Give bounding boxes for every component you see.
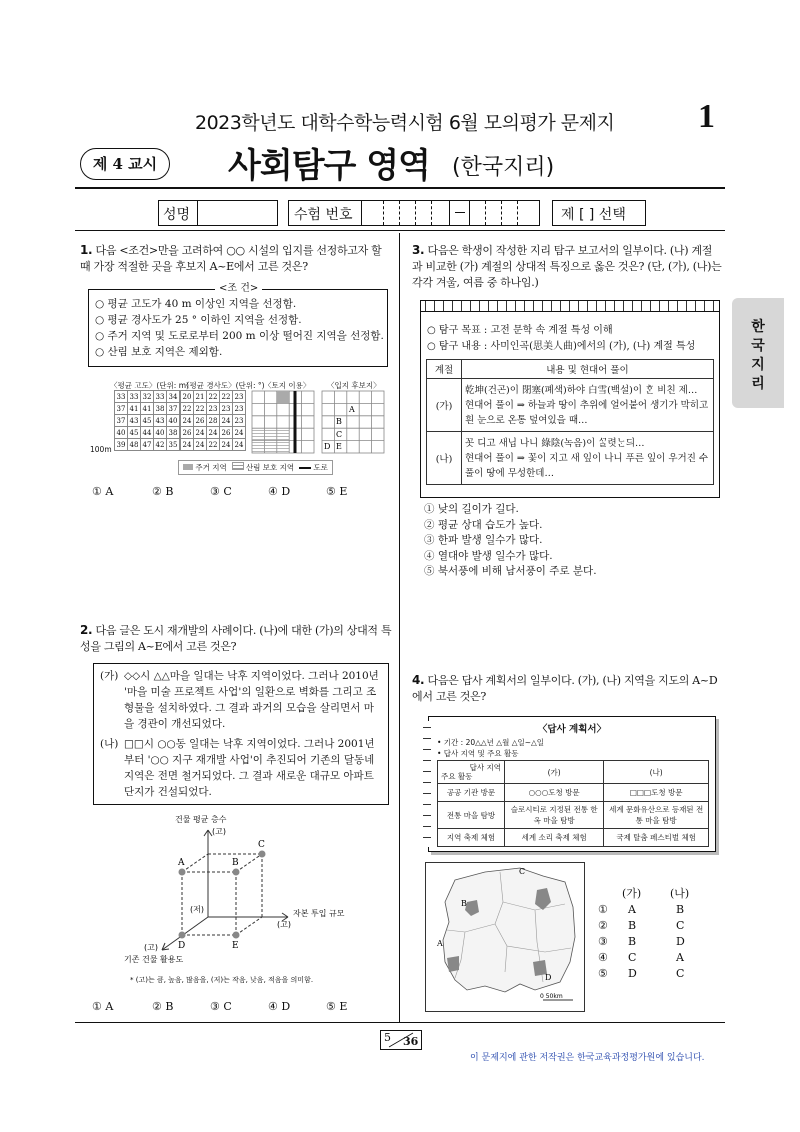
- q3-option-2[interactable]: ② 평균 상대 습도가 높다.: [424, 518, 543, 531]
- altitude-cell: 32: [141, 391, 154, 403]
- q1-legend: [178, 460, 333, 475]
- q4-ans-5-num[interactable]: ⑤: [598, 967, 608, 980]
- altitude-cell: 40: [115, 427, 128, 439]
- q2-passage-box: [93, 663, 389, 805]
- slope-cell: 23: [207, 403, 220, 415]
- q3-option-5[interactable]: ⑤ 북서풍에 비해 남서풍이 주로 분다.: [424, 565, 597, 577]
- slope-cell: 22: [207, 439, 220, 451]
- forest-protection-area: [252, 429, 289, 454]
- q4-row3-na: 국제 탈춤 페스티벌 체험: [604, 829, 709, 847]
- point-E: [233, 932, 240, 939]
- exam-title: 2023학년도 대학수학능력시험 6월 모의평가 문제지: [195, 112, 615, 134]
- slope-cell: 22: [194, 403, 207, 415]
- q3-ga-trans: 현대어 풀이 ⇒ 하늘과 땅이 추위에 얼어붙어 생기가 막히고 흰 눈으로 온통 덮여있을 때…: [465, 399, 709, 426]
- slope-cell: 24: [233, 427, 246, 439]
- q3-na-trans: 현대어 풀이 ⇒ 꽃이 지고 새 잎이 나니 푸른 잎이 우거진 수풀이 땅에 무성한데…: [465, 452, 709, 479]
- altitude-cell: 38: [154, 403, 167, 415]
- q3-ga-text: 乾坤(건곤)이 閉塞(폐색)하야 白雪(백설)이 ᄒᆞᆫ 비친 제…: [465, 384, 698, 396]
- q1-scale: 100m: [90, 445, 112, 454]
- legend-road: 도로: [313, 463, 328, 472]
- q1-choices: [92, 485, 392, 501]
- label-C: C: [258, 840, 265, 850]
- q4-ans-4-na: A: [676, 951, 684, 964]
- slope-cell: 23: [233, 403, 246, 415]
- q4-row2-act: 전통 마을 탐방: [438, 802, 505, 829]
- q2-text: 다음 글은 도시 재개발의 사례이다. (나)에 대한 (가)의 상대적 특성을 그림의 A~E에서 고른 것은?: [80, 624, 392, 653]
- origin-label: (저): [190, 905, 204, 914]
- q3-report-box: [420, 300, 720, 498]
- q2-choice-4[interactable]: ④ D: [268, 1000, 291, 1013]
- axis-y-label: 건물 평균 층수: [175, 815, 227, 824]
- q4-ans-2-ga: B: [628, 919, 637, 932]
- q4-text: 다음은 답사 계획서의 일부이다. (가), (나) 지역을 지도의 A~D에서 고른 것은?: [412, 674, 718, 703]
- altitude-cell: 38: [167, 427, 180, 439]
- slope-cell: 21: [194, 391, 207, 403]
- q4-ans-head-na: (나): [670, 887, 690, 900]
- altitude-cell: 45: [128, 427, 141, 439]
- q4-ans-3-num[interactable]: ③: [598, 935, 608, 948]
- q2-3d-diagram: [100, 810, 390, 990]
- period-badge: 제 4 교시: [80, 148, 170, 180]
- exam-number-field[interactable]: [288, 200, 540, 226]
- page-number: 1: [698, 98, 715, 135]
- altitude-cell: 34: [167, 391, 180, 403]
- q4-stem: [412, 672, 722, 705]
- q2-na-label: (나): [100, 738, 119, 750]
- altitude-cell: 37: [115, 415, 128, 427]
- altitude-cell: 41: [141, 403, 154, 415]
- q4-number: 4.: [412, 673, 425, 687]
- altitude-cell: 33: [154, 391, 167, 403]
- axis-x-hi: (고): [277, 920, 291, 929]
- q1-text: 다음 <조건>만을 고려하여 ○○ 시설의 입지를 선정하고자 할 때 가장 적절한 곳을 후보지 A~E에서 고른 것은?: [80, 244, 382, 273]
- header-rule: [75, 187, 725, 189]
- slope-cell: 24: [233, 439, 246, 451]
- slope-cell: 26: [181, 427, 194, 439]
- map-label-C: C: [519, 867, 526, 876]
- q2-choice-2[interactable]: ② B: [152, 1000, 174, 1013]
- page-current: 5: [384, 1031, 391, 1044]
- slope-cell: 22: [220, 391, 233, 403]
- q1-map-title-alt: 〈평균 고도〉(단위: m): [110, 381, 189, 390]
- q4-plan-period: • 기간 : 20△△년 △월 △일~△일: [437, 738, 545, 747]
- q1-choice-4[interactable]: ④ D: [268, 485, 291, 498]
- side-tab-text: 한국지리: [751, 319, 765, 392]
- map-scale: 0 50km: [540, 993, 563, 1000]
- q4-row1-act: 공공 기관 방문: [438, 784, 505, 802]
- q2-choice-1[interactable]: ① A: [92, 1000, 114, 1013]
- subject-select-field[interactable]: [552, 200, 646, 226]
- subject-subtitle: (한국지리): [452, 155, 555, 180]
- slope-cell: 24: [207, 427, 220, 439]
- footer-rule: [75, 1022, 725, 1023]
- altitude-cell: 37: [167, 403, 180, 415]
- altitude-cell: 35: [167, 439, 180, 451]
- altitude-cell: 33: [128, 391, 141, 403]
- altitude-cell: 45: [141, 415, 154, 427]
- q2-stem: [80, 622, 392, 655]
- point-D: [179, 932, 186, 939]
- altitude-cell: 44: [141, 427, 154, 439]
- q2-choice-3[interactable]: ③ C: [210, 1000, 232, 1013]
- q3-th-season: 계절: [427, 360, 462, 379]
- q3-stem: [412, 242, 722, 291]
- exam-number-label: 수험 번호: [294, 207, 353, 223]
- slope-cell: 20: [181, 391, 194, 403]
- q1-choice-2[interactable]: ② B: [152, 485, 174, 498]
- q3-option-4[interactable]: ④ 열대야 발생 일수가 많다.: [424, 549, 553, 562]
- slope-cell: 23: [220, 403, 233, 415]
- q4-row3-ga: 세계 소리 축제 체험: [505, 829, 604, 847]
- label-D: D: [178, 941, 186, 951]
- slope-cell: 24: [181, 439, 194, 451]
- q4-map: [425, 862, 585, 1012]
- q4-plan-box: [428, 716, 716, 852]
- q4-ans-head-ga: (가): [622, 887, 642, 900]
- q4-th-region: 답사 지역: [469, 763, 501, 772]
- q1-cond-4: ○ 산림 보호 지역은 제외함.: [95, 346, 223, 358]
- map-label-D: D: [545, 973, 552, 982]
- q4-row2-na: 세계 문화유산으로 등재된 전통 마을 탐방: [604, 802, 709, 829]
- copyright-notice: 이 문제지에 관한 저작권은 한국교육과정평가원에 있습니다.: [470, 1053, 705, 1063]
- notebook-spiral: [421, 301, 719, 312]
- slope-cell: 23: [233, 415, 246, 427]
- legend-forest: 산림 보호 지역: [245, 463, 295, 472]
- region-A-shade: [447, 956, 459, 972]
- q3-option-3[interactable]: ③ 한파 발생 일수가 많다.: [424, 534, 543, 546]
- altitude-cell: 40: [167, 415, 180, 427]
- q4-row2-ga: 슬로시티로 지정된 전통 한옥 마을 탐방: [505, 802, 604, 829]
- q1-choice-5[interactable]: ⑤ E: [326, 485, 348, 498]
- q4-ans-2-num[interactable]: ②: [598, 919, 608, 932]
- name-label: 성명: [163, 207, 191, 223]
- altitude-cell: 43: [128, 415, 141, 427]
- label-A: A: [178, 858, 185, 868]
- slope-cell: 24: [194, 439, 207, 451]
- q2-number: 2.: [80, 623, 93, 637]
- residential-area: [277, 391, 289, 403]
- slope-cell: 26: [220, 427, 233, 439]
- q1-map-title-slope: 〈평균 경사도〉(단위: °): [182, 381, 265, 390]
- slope-cell: 22: [181, 403, 194, 415]
- q1-cond-3: ○ 주거 지역 및 도로로부터 200 m 이상 떨어진 지역을 선정함.: [95, 330, 384, 342]
- plan-spiral: [423, 721, 431, 847]
- q4-row3-act: 지역 축제 체험: [438, 829, 505, 847]
- q1-altitude-grid: [114, 390, 180, 451]
- cand-D: D: [324, 442, 331, 451]
- q3-option-1[interactable]: ① 낮의 길이가 길다.: [424, 503, 519, 515]
- q3-na-text: 꼿 디고 새닙 나니 綠陰(녹음)이 ᄭᆞᆯ렷ᄂᆞᆫ듸…: [465, 437, 645, 449]
- q3-ga-label: (가): [427, 379, 462, 432]
- q1-map-title-cand: 〈입지 후보지〉: [327, 381, 381, 390]
- q3-content: ○ 탐구 내용 : 사미인곡(思美人曲)에서의 (가), (나) 계절 특성: [427, 341, 696, 352]
- q1-stem: [80, 242, 390, 275]
- altitude-cell: 37: [115, 403, 128, 415]
- q2-ga-label: (가): [100, 670, 119, 682]
- page-counter: [380, 1030, 422, 1050]
- slope-cell: 24: [194, 427, 207, 439]
- q3-na-label: (나): [427, 432, 462, 485]
- q2-choices: [92, 1000, 392, 1016]
- altitude-cell: 48: [128, 439, 141, 451]
- q3-th-content: 내용 및 현대어 풀이: [462, 360, 714, 379]
- q4-plan-title: 〈답사 계획서〉: [537, 724, 607, 735]
- q2-choice-5[interactable]: ⑤ E: [326, 1000, 348, 1013]
- q4-col-ga: (가): [505, 761, 604, 784]
- q4-ans-3-na: D: [676, 935, 685, 948]
- name-field[interactable]: [158, 200, 278, 226]
- q4-ans-4-ga: C: [628, 951, 637, 964]
- altitude-cell: 42: [154, 439, 167, 451]
- q4-row1-ga: ○○○도청 방문: [505, 784, 604, 802]
- q1-cond-1: ○ 평균 고도가 40 m 이상인 지역을 선정함.: [95, 298, 297, 310]
- q1-choice-3[interactable]: ③ C: [210, 485, 232, 498]
- q1-slope-grid: [180, 390, 246, 451]
- axis-y-hi: (고): [212, 827, 226, 836]
- q3-goal: ○ 탐구 목표 : 고전 문학 속 계절 특성 이해: [427, 325, 613, 336]
- slope-cell: 24: [220, 439, 233, 451]
- q1-number: 1.: [80, 243, 93, 257]
- slope-cell: 24: [181, 415, 194, 427]
- slope-cell: 22: [207, 391, 220, 403]
- q4-ans-4-num[interactable]: ④: [598, 951, 608, 964]
- cand-E: E: [336, 442, 342, 451]
- label-B: B: [232, 858, 239, 868]
- cand-C: C: [336, 430, 343, 439]
- slope-cell: 26: [194, 415, 207, 427]
- axis-z-hi: (고): [144, 943, 158, 952]
- q2-na-text: □□시 ○○동 일대는 낙후 지역이었다. 그러나 2001년부터 '○○ 지구 재개발 사업'이 추진되어 기존의 달동네 지역은 전면 철거되었다. 그 결과 새로운 대규모 아파트 단지가 건설되었다.: [124, 738, 375, 798]
- slope-cell: 28: [207, 415, 220, 427]
- column-separator: [399, 233, 400, 1023]
- axis-x-label: 자본 투입 규모: [293, 909, 345, 918]
- altitude-cell: 40: [154, 427, 167, 439]
- q3-number: 3.: [412, 243, 425, 257]
- point-C: [259, 851, 266, 858]
- map-label-B: B: [461, 899, 467, 908]
- q1-cond-title: <조 건>: [215, 281, 262, 297]
- altitude-cell: 41: [128, 403, 141, 415]
- q2-ga-text: ◇◇시 △△마을 일대는 낙후 지역이었다. 그러나 2010년 '마을 미술 프로젝트 사업'의 일환으로 벽화를 그리고 조형물을 설치하였다. 그 결과 과거의 모습을 살리면서 마을 경관이 개선되었다.: [124, 670, 379, 730]
- q4-ans-1-num[interactable]: ①: [598, 903, 608, 916]
- q1-land-use-and-candidate-maps: [250, 390, 390, 462]
- cand-B: B: [336, 417, 342, 426]
- altitude-cell: 47: [141, 439, 154, 451]
- axis-z-label: 기존 건물 활용도: [124, 955, 184, 964]
- q3-text: 다음은 학생이 작성한 지리 탐구 보고서의 일부이다. (나) 계절과 비교한 (가) 계절의 상대적 특징으로 옳은 것은? (단, (가), (나)는 각각 겨울, 여름 중 하나임.): [412, 244, 722, 289]
- subject-title: 사회탐구 영역: [228, 146, 430, 186]
- q3-options: [424, 502, 597, 580]
- q4-answer-grid: [598, 885, 718, 995]
- q4-ans-5-na: C: [676, 967, 685, 980]
- q4-plan-table: [437, 760, 709, 847]
- altitude-cell: 39: [115, 439, 128, 451]
- q3-table: [426, 359, 714, 485]
- region-outline: [443, 868, 575, 992]
- side-tab: [732, 298, 784, 408]
- label-E: E: [232, 941, 239, 951]
- legend-residential: 주거 지역: [195, 463, 227, 472]
- q1-choice-1[interactable]: ① A: [92, 485, 114, 498]
- slope-cell: 23: [233, 391, 246, 403]
- q2-note: * (고)는 큼, 높음, 많음을, (저)는 작음, 낮음, 적음을 의미함.: [130, 976, 314, 984]
- q4-th-activity: 주요 활동: [441, 772, 473, 781]
- q4-plan-sub: • 답사 지역 및 주요 활동: [437, 749, 519, 758]
- page-total: 36: [403, 1035, 419, 1048]
- q4-col-na: (나): [604, 761, 709, 784]
- altitude-cell: 43: [154, 415, 167, 427]
- altitude-cell: 33: [115, 391, 128, 403]
- q4-ans-5-ga: D: [628, 967, 637, 980]
- q1-map-title-land: 〈토지 이용〉: [264, 381, 311, 390]
- cand-A: A: [349, 405, 355, 414]
- q4-ans-1-na: B: [676, 903, 685, 916]
- q4-row1-na: □□□도청 방문: [604, 784, 709, 802]
- q4-ans-2-na: C: [676, 919, 685, 932]
- map-label-A: A: [437, 939, 443, 948]
- q1-condition-box: [88, 283, 388, 367]
- point-B: [233, 869, 240, 876]
- info-rule: [75, 230, 725, 231]
- slope-cell: 24: [220, 415, 233, 427]
- q4-ans-1-ga: A: [628, 903, 636, 916]
- point-A: [179, 869, 186, 876]
- subject-select-label: 제 [ ] 선택: [561, 207, 626, 223]
- q4-ans-3-ga: B: [628, 935, 637, 948]
- q1-cond-2: ○ 평균 경사도가 25 ° 이하인 지역을 선정함.: [95, 314, 302, 326]
